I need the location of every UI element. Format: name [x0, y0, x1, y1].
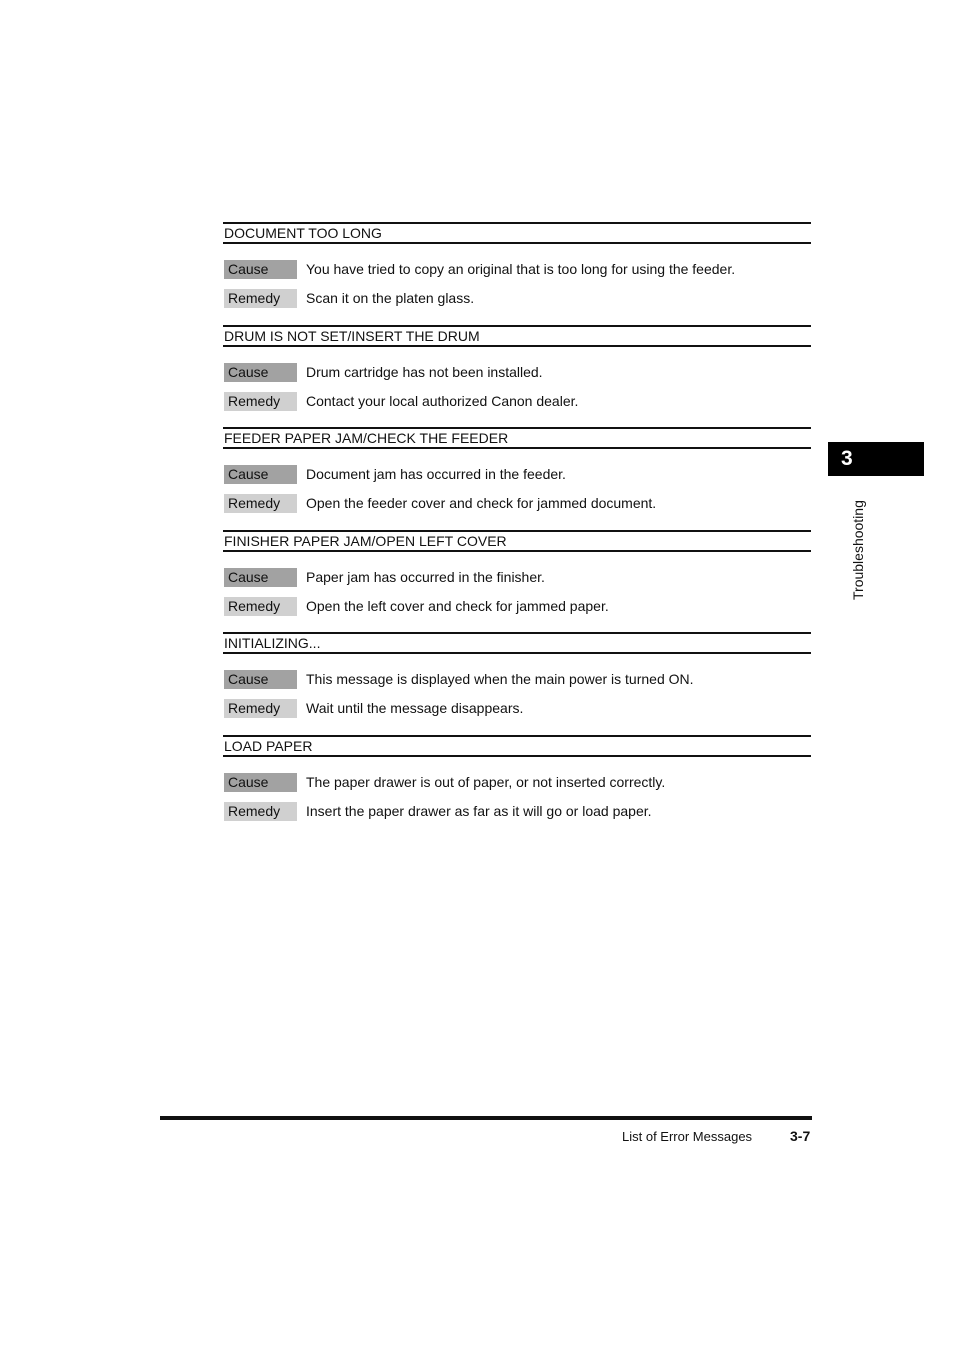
error-message-title: INITIALIZING...: [223, 632, 811, 654]
cause-row: [223, 363, 811, 382]
remedy-label: Remedy: [224, 699, 297, 718]
remedy-row: [223, 802, 811, 821]
footer-divider: [160, 1116, 812, 1120]
remedy-label: Remedy: [224, 802, 297, 821]
cause-label: Cause: [224, 568, 297, 587]
error-entry: [223, 632, 811, 735]
remedy-text: Insert the paper drawer as far as it will go or load paper.: [306, 802, 652, 819]
cause-row: [223, 773, 811, 792]
cause-text: The paper drawer is out of paper, or not inserted correctly.: [306, 773, 666, 790]
cause-row: [223, 670, 811, 689]
error-message-list: [223, 222, 811, 837]
cause-text: This message is displayed when the main power is turned ON.: [306, 671, 694, 687]
cause-text: Document jam has occurred in the feeder.: [306, 466, 566, 482]
error-entry: [223, 530, 811, 633]
footer-section-title: List of Error Messages: [622, 1129, 753, 1144]
remedy-row: [223, 289, 811, 308]
cause-row: [223, 465, 811, 484]
cause-text: Paper jam has occurred in the finisher.: [306, 568, 545, 585]
cause-row: [223, 568, 811, 587]
remedy-text: Open the left cover and check for jammed paper.: [306, 597, 609, 614]
cause-text: You have tried to copy an original that is too long for using the feeder.: [306, 261, 736, 277]
cause-text: Drum cartridge has not been installed.: [306, 363, 543, 380]
error-entry: [223, 222, 811, 325]
cause-label: Cause: [224, 773, 297, 792]
cause-label: Cause: [224, 670, 297, 689]
remedy-label: Remedy: [224, 597, 297, 616]
remedy-row: [223, 597, 811, 616]
chapter-title-label: Troubleshooting: [850, 500, 866, 600]
error-entry: [223, 735, 811, 838]
remedy-text: Open the feeder cover and check for jammed document.: [306, 495, 657, 511]
cause-label: Cause: [224, 363, 297, 382]
cause-row: [223, 260, 811, 279]
error-entry: [223, 325, 811, 428]
remedy-row: [223, 494, 811, 513]
error-message-title: DOCUMENT TOO LONG: [223, 222, 811, 244]
error-message-title: DRUM IS NOT SET/INSERT THE DRUM: [223, 325, 811, 347]
remedy-text: Contact your local authorized Canon dealer.: [306, 392, 579, 409]
remedy-text: Wait until the message disappears.: [306, 700, 524, 716]
error-entry: [223, 427, 811, 530]
cause-label: Cause: [224, 465, 297, 484]
remedy-label: Remedy: [224, 392, 297, 411]
remedy-label: Remedy: [224, 494, 297, 513]
remedy-row: [223, 699, 811, 718]
cause-label: Cause: [224, 260, 297, 279]
remedy-row: [223, 392, 811, 411]
error-message-title: FEEDER PAPER JAM/CHECK THE FEEDER: [223, 427, 811, 449]
chapter-number-tab: 3: [828, 442, 924, 476]
page-number: 3-7: [790, 1128, 811, 1144]
remedy-text: Scan it on the platen glass.: [306, 290, 475, 306]
error-message-title: LOAD PAPER: [223, 735, 811, 757]
error-message-title: FINISHER PAPER JAM/OPEN LEFT COVER: [223, 530, 811, 552]
remedy-label: Remedy: [224, 289, 297, 308]
